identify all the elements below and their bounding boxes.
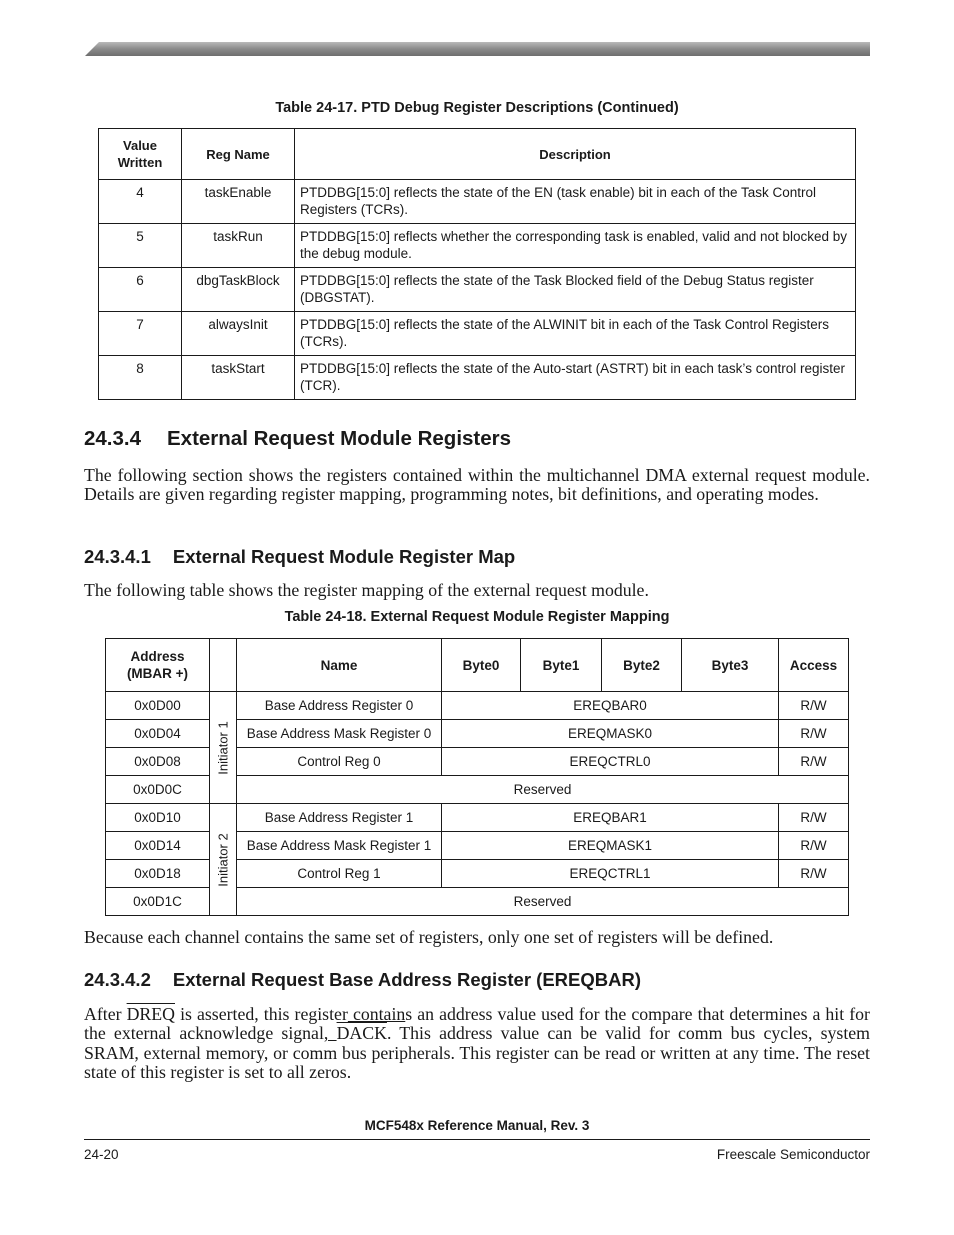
cell-description: PTDDBG[15:0] reflects whether the corresponding task is enabled, valid and not blocked by the debug module.: [295, 224, 856, 268]
table-row: [106, 692, 849, 720]
ereqbar-paragraph: [84, 1005, 870, 1083]
cell-register: EREQMASK0: [442, 720, 779, 748]
initiator-1-label: Initiator 1: [215, 720, 231, 775]
cell-value: 5: [99, 224, 182, 268]
cell-name: Base Address Mask Register 1: [237, 832, 442, 860]
subsection-title: External Request Base Address Register (EREQBAR): [172, 969, 641, 990]
cell-access: R/W: [779, 720, 849, 748]
cell-access: R/W: [779, 804, 849, 832]
text-run: . This address value can be valid for comm bus cycles, system SRAM, external memory, or comm bus peripherals. This register can be read or written at any time. The reset state of this register is set to all zeros.: [84, 1023, 870, 1083]
cell-reg-name: taskEnable: [182, 180, 295, 224]
dreq-signal: DREQ: [126, 1004, 175, 1024]
table-header-row: [99, 129, 856, 180]
table-row: [99, 268, 856, 312]
cell-address: 0x0D18: [106, 860, 210, 888]
cell-reg-name: taskRun: [182, 224, 295, 268]
column-header-access: Access: [779, 639, 849, 692]
register-mapping-table: [105, 638, 849, 916]
text-run: is asserted, this register: [175, 1004, 348, 1024]
cell-address: 0x0D00: [106, 692, 210, 720]
subsection-number: 24.3.4.2: [84, 969, 151, 990]
cell-name: Base Address Register 1: [237, 804, 442, 832]
text-run: ,: [323, 1023, 337, 1044]
cell-address: 0x0D10: [106, 804, 210, 832]
table-row: [99, 356, 856, 400]
cell-access: R/W: [779, 832, 849, 860]
cell-name: Control Reg 0: [237, 748, 442, 776]
table-row: [99, 312, 856, 356]
cell-value: 7: [99, 312, 182, 356]
cell-name: Base Address Register 0: [237, 692, 442, 720]
table2-caption: Table 24-18. External Request Module Register Mapping: [284, 609, 670, 625]
after-table-paragraph: Because each channel contains the same set of registers, only one set of registers will be defined.: [84, 927, 774, 947]
cell-register: EREQCTRL0: [442, 748, 779, 776]
section-number: 24.3.4: [84, 427, 141, 450]
cell-reg-name: alwaysInit: [182, 312, 295, 356]
cell-address: 0x0D14: [106, 832, 210, 860]
table-row: [106, 804, 849, 832]
column-header-name: Name: [237, 639, 442, 692]
subsection-heading: [84, 969, 641, 991]
header-text: Written: [117, 155, 163, 170]
initiator-2-label: Initiator 2: [215, 832, 231, 887]
cell-value: 4: [99, 180, 182, 224]
ptd-debug-register-table: [98, 128, 856, 400]
cell-register: EREQMASK1: [442, 832, 779, 860]
dack-signal: DACK: [336, 1023, 387, 1044]
header-text: (MBAR +): [126, 666, 189, 681]
cell-reg-name: taskStart: [182, 356, 295, 400]
header-text: Value: [123, 138, 157, 153]
cell-address: 0x0D0C: [106, 776, 210, 804]
cell-description: PTDDBG[15:0] reflects the state of the ALWINIT bit in each of the Task Control Registers (TCRs).: [295, 312, 856, 356]
column-header-byte0: Byte0: [442, 639, 521, 692]
header-text: Address: [130, 649, 185, 664]
footer-company: Freescale Semiconductor: [716, 1147, 870, 1162]
subsection-heading: [84, 546, 515, 568]
column-header-initiator: [210, 639, 237, 692]
section-body: The following section shows the registers contained within the multichannel DMA external request module. Details are given regarding register mapping, programming notes, bit definitions, and operating modes.: [84, 465, 870, 505]
cell-access: R/W: [779, 860, 849, 888]
cell-register: EREQBAR0: [442, 692, 779, 720]
table-row: [99, 180, 856, 224]
column-header-byte1: Byte1: [521, 639, 602, 692]
cell-reserved: Reserved: [237, 776, 849, 804]
cell-address: 0x0D1C: [106, 888, 210, 916]
footer-title: MCF548x Reference Manual, Rev. 3: [364, 1118, 590, 1133]
column-header-byte2: Byte2: [602, 639, 682, 692]
column-header-reg-name: Reg Name: [182, 129, 295, 180]
cell-register: EREQBAR1: [442, 804, 779, 832]
cell-access: R/W: [779, 748, 849, 776]
header-bar: [85, 42, 870, 56]
column-header-byte3: Byte3: [682, 639, 779, 692]
table1-caption: Table 24-17. PTD Debug Register Descriptions (Continued): [275, 100, 679, 116]
cell-name: Control Reg 1: [237, 860, 442, 888]
cell-description: PTDDBG[15:0] reflects the state of the Task Blocked field of the Debug Status register (DBGSTAT).: [295, 268, 856, 312]
table-header-row: [106, 639, 849, 692]
page-number: 24-20: [84, 1147, 119, 1162]
table-row: [99, 224, 856, 268]
initiator-group-label: [210, 804, 237, 916]
cell-address: 0x0D08: [106, 748, 210, 776]
subsection-title: External Request Module Register Map: [172, 546, 516, 567]
section-title: External Request Module Registers: [167, 427, 512, 450]
cell-description: PTDDBG[15:0] reflects the state of the EN (task enable) bit in each of the Task Control Registers (TCRs).: [295, 180, 856, 224]
section-heading: [84, 427, 511, 451]
subsection-body: The following table shows the register mapping of the external request module.: [84, 580, 649, 600]
text-run: contain: [347, 1004, 406, 1024]
cell-reserved: Reserved: [237, 888, 849, 916]
cell-name: Base Address Mask Register 0: [237, 720, 442, 748]
column-header-address: [106, 639, 210, 692]
cell-register: EREQCTRL1: [442, 860, 779, 888]
text-run: s an address value used for the compare that determines a hit for the external acknowledge signal: [84, 1004, 870, 1044]
cell-value: 8: [99, 356, 182, 400]
cell-value: 6: [99, 268, 182, 312]
cell-description: PTDDBG[15:0] reflects the state of the Auto-start (ASTRT) bit in each task’s control register (TCR).: [295, 356, 856, 400]
column-header-value-written: [99, 129, 182, 180]
initiator-group-label: [210, 692, 237, 804]
subsection-number: 24.3.4.1: [84, 546, 151, 567]
text-run: After: [84, 1004, 127, 1024]
cell-address: 0x0D04: [106, 720, 210, 748]
cell-reg-name: dbgTaskBlock: [182, 268, 295, 312]
footer-divider: [84, 1139, 870, 1140]
cell-access: R/W: [779, 692, 849, 720]
column-header-description: Description: [295, 129, 856, 180]
